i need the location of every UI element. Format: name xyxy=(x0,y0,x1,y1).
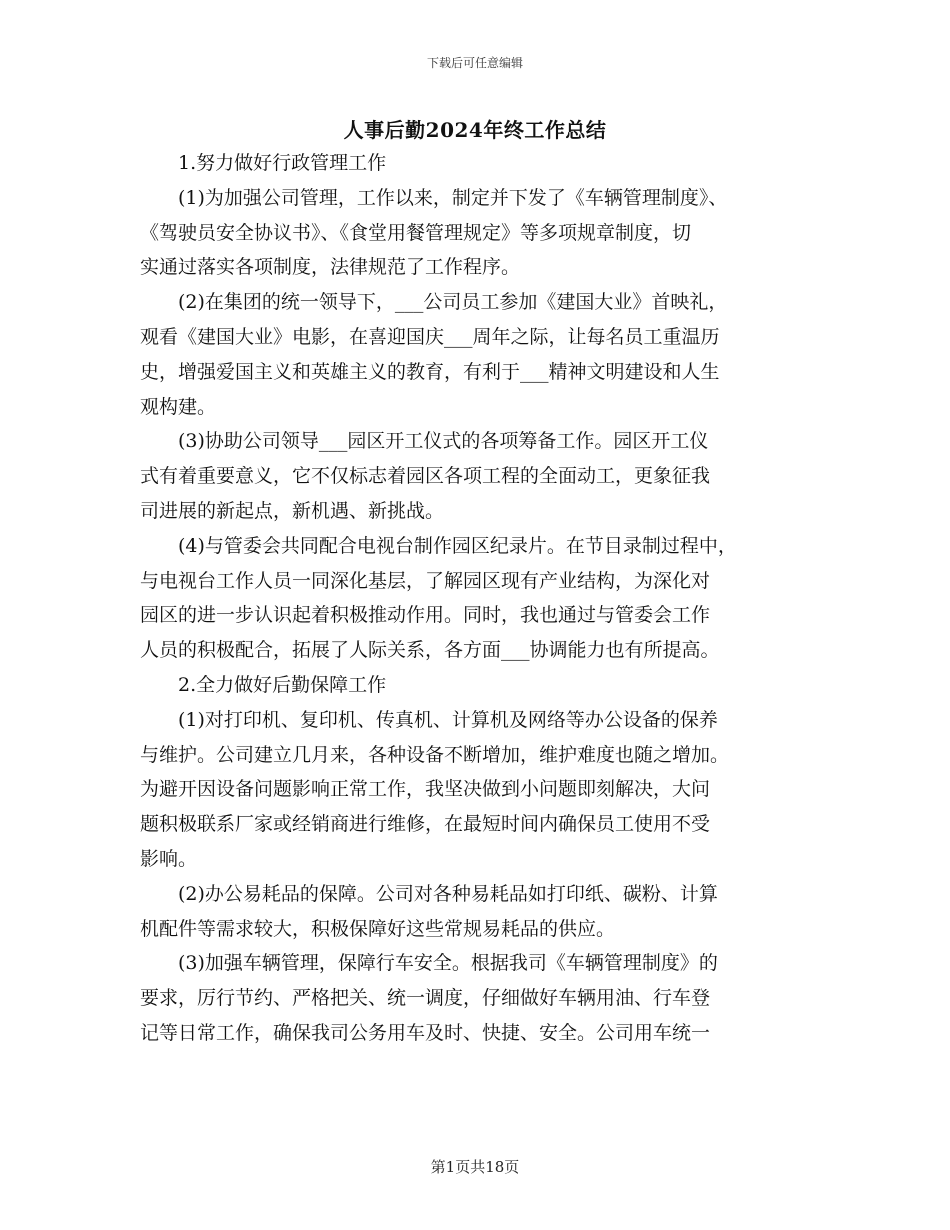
body-line: (2)在集团的统一领导下，___公司员工参加《建国大业》首映礼， xyxy=(178,291,728,314)
body-line: 观看《建国大业》电影，在喜迎国庆___周年之际，让每名员工重温历 xyxy=(140,325,720,348)
body-line: 与电视台工作人员一同深化基层，了解园区现有产业结构，为深化对 xyxy=(140,569,711,592)
body-line: 题积极联系厂家或经销商进行维修，在最短时间内确保员工使用不受 xyxy=(140,813,711,836)
page-number: 第1页共18页 xyxy=(430,1158,520,1176)
body-line: (1)为加强公司管理，工作以来，制定并下发了《车辆管理制度》、 xyxy=(178,186,728,209)
body-line: (2)办公易耗品的保障。公司对各种易耗品如打印纸、碳粉、计算 xyxy=(178,882,718,905)
body-line: 司进展的新起点，新机遇、新挑战。 xyxy=(140,499,445,522)
body-line: 2.全力做好后勤保障工作 xyxy=(178,673,387,696)
body-line: 1.努力做好行政管理工作 xyxy=(178,152,387,174)
body-line: 人员的积极配合，拓展了人际关系，各方面___协调能力也有所提高。 xyxy=(140,639,720,662)
body-line: (3)加强车辆管理，保障行车安全。根据我司《车辆管理制度》的 xyxy=(178,952,718,975)
body-line: 为避开因设备问题影响正常工作，我坚决做到小问题即刻解决，大问 xyxy=(140,778,711,801)
body-line: 式有着重要意义，它不仅标志着园区各项工程的全面动工，更象征我 xyxy=(140,465,711,488)
document-title: 人事后勤2024年终工作总结 xyxy=(343,118,607,142)
body-line: 机配件等需求较大，积极保障好这些常规易耗品的供应。 xyxy=(140,917,616,940)
body-line: 园区的进一步认识起着积极推动作用。同时，我也通过与管委会工作 xyxy=(140,604,711,627)
body-line: (1)对打印机、复印机、传真机、计算机及网络等办公设备的保养 xyxy=(178,708,718,731)
body-line: (3)协助公司领导___园区开工仪式的各项筹备工作。园区开工仪 xyxy=(178,430,709,453)
header-note: 下载后可任意编辑 xyxy=(426,56,523,70)
body-line: 影响。 xyxy=(140,847,198,870)
body-line: 实通过落实各项制度，法律规范了工作程序。 xyxy=(140,256,521,279)
body-line: 史，增强爱国主义和英雄主义的教育，有利于___精神文明建设和人生 xyxy=(140,360,720,383)
body-line: 观构建。 xyxy=(140,395,217,418)
body-line: 要求，厉行节约、严格把关、统一调度，仔细做好车辆用油、行车登 xyxy=(140,987,711,1010)
body-line: 与维护。公司建立几月来，各种设备不断增加，维护难度也随之增加。 xyxy=(140,743,730,766)
document-body xyxy=(140,146,820,1051)
body-line: (4)与管委会共同配合电视台制作园区纪录片。在节目录制过程中， xyxy=(178,534,737,557)
body-line: 记等日常工作，确保我司公务用车及时、快捷、安全。公司用车统一 xyxy=(140,1021,711,1044)
body-line: 《驾驶员安全协议书》、《食堂用餐管理规定》等多项规章制度，切 xyxy=(140,221,692,244)
